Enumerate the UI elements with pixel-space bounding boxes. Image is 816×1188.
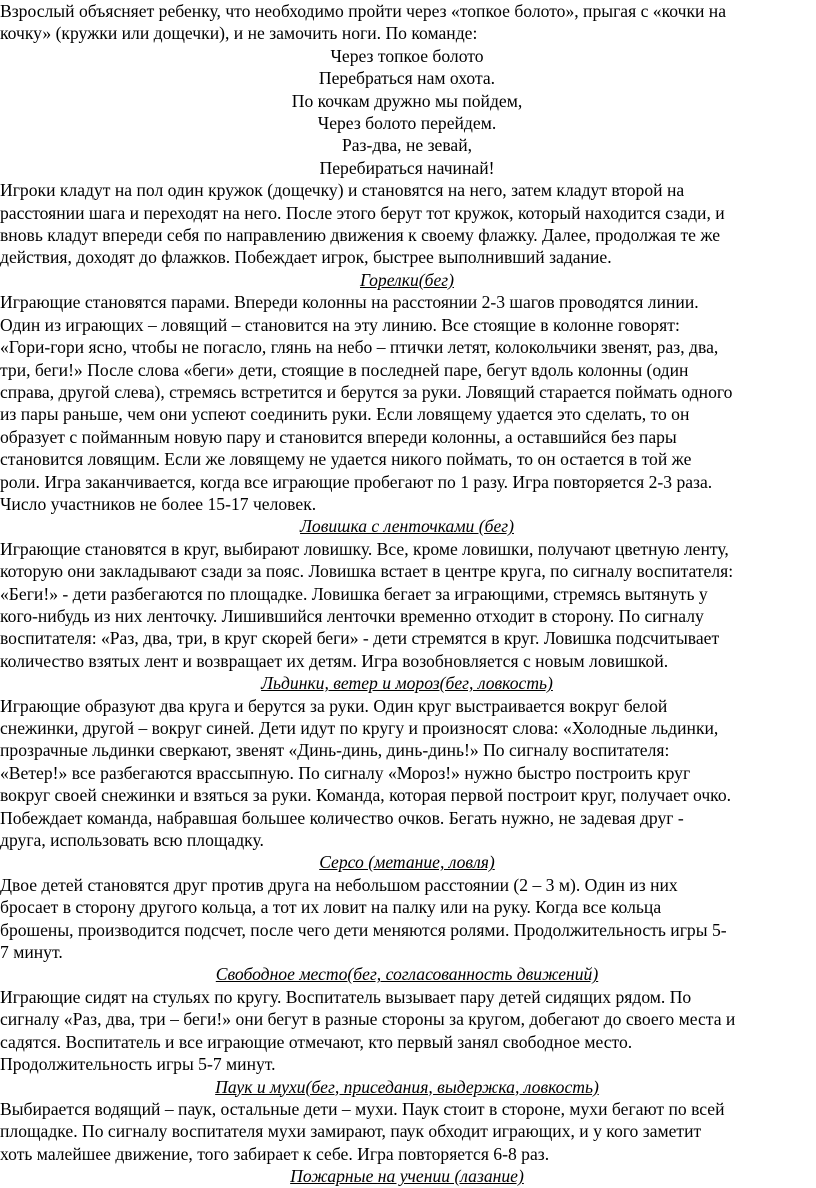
section-line: «Беги!» - дети разбегаются по площадке. Ловишка бегает за играющими, стремясь вытянуть у [0, 583, 708, 604]
rules-line: действия, доходят до флажков. Побеждает игрок, быстрее выполнивший задание. [0, 247, 612, 268]
section-paragraph [0, 986, 814, 1076]
section-line: вокруг своей снежинки и взяться за руки. Команда, которая первой построит круг, получает очко. [0, 785, 732, 806]
intro-paragraph [0, 0, 814, 45]
section-line: Играющие становятся парами. Впереди колонны на расстоянии 2-3 шагов проводятся линии. [0, 292, 699, 313]
section-paragraph [0, 291, 814, 515]
section-paragraph [0, 874, 814, 964]
section-line: справа, другой слева), стремясь встретится и берутся за руки. Ловящий старается поймать одного [0, 381, 733, 402]
section-line: площадке. По сигналу воспитателя мухи замирают, паук обходит играющих, и у кого заметит [0, 1121, 702, 1142]
section-paragraph [0, 1098, 814, 1165]
section-line: Выбирается водящий – паук, остальные дети – мухи. Паук стоит в стороне, мухи бегают по всей [0, 1098, 725, 1119]
rules-line: расстоянии шага и переходят на него. После этого берут тот кружок, который находится сзади, и [0, 202, 725, 223]
section-line: становится ловящим. Если же ловящему не удается никого поймать, то он остается в той же [0, 449, 692, 470]
rules-line: вновь кладут впереди себя по направлению движения к своему флажку. Далее, продолжая те же [0, 225, 721, 246]
poem [0, 45, 814, 179]
intro-line: Взрослый объясняет ребенку, что необходимо пройти через «топкое болото», прыгая с «кочки на [0, 1, 727, 21]
section-line: «Гори-гори ясно, чтобы не погасло, глянь на небо – птички летят, колокольчики звенят, раз, два, [0, 337, 719, 358]
section-heading: Горелки(бег) [360, 269, 454, 290]
poem-line: Перебираться начинай! [319, 157, 495, 178]
section-line: бросает в сторону другого кольца, а тот их ловит на палку или на руку. Когда все кольца [0, 897, 662, 918]
section-paragraph [0, 695, 814, 852]
section-line: брошены, производится подсчет, после чего дети меняются ролями. Продолжительность игры 5- [0, 919, 727, 940]
poem-line: Через топкое болото [330, 45, 484, 66]
section-line: Играющие образуют два круга и берутся за руки. Один круг выстраивается вокруг белой [0, 695, 668, 716]
rules-line: Игроки кладут на пол один кружок (дощечку) и становятся на него, затем кладут второй на [0, 180, 685, 201]
section-line: 7 минут. [0, 942, 63, 963]
section-line: Двое детей становятся друг против друга на небольшом расстоянии (2 – 3 м). Один из них [0, 874, 678, 895]
game-sections [0, 269, 814, 1188]
section-line: роли. Игра заканчивается, когда все играющие пробегают по 1 разу. Игра повторяется 2-3 раза. [0, 471, 713, 492]
section-line: снежинки, другой – вокруг синей. Дети идут по кругу и произносят слова: «Холодные льдинки, [0, 718, 719, 738]
section-line: прозрачные льдинки сверкают, звенят «Динь-динь, динь-динь!» По сигналу воспитателя: [0, 740, 670, 761]
section-heading: Серсо (метание, ловля) [319, 852, 495, 873]
section-line: друга, использовать всю площадку. [0, 830, 264, 851]
section-heading: Паук и мухи(бег, приседания, выдержка, ловкость) [215, 1076, 599, 1097]
intro-line: кочку» (кружки или дощечки), и не замочить ноги. По команде: [0, 23, 478, 44]
section-paragraph [0, 538, 814, 672]
section-line: количество взятых лент и возвращает их детям. Игра возобновляется с новым ловишкой. [0, 650, 669, 671]
section-line: которую они закладывают сзади за пояс. Ловишка встает в центре круга, по сигналу воспитателя: [0, 561, 734, 582]
section-line: сигналу «Раз, два, три – беги!» они бегут в разные стороны за кругом, добегают до своего места и [0, 1009, 736, 1030]
poem-line: По кочкам дружно мы пойдем, [291, 90, 523, 111]
section-heading: Ловишка с ленточками (бег) [300, 516, 514, 537]
section-line: кого-нибудь из них ленточку. Лишившийся ленточки временно отходит в сторону. По сигналу [0, 605, 704, 626]
section-line: Играющие становятся в круг, выбирают ловишку. Все, кроме ловишки, получают цветную ленту, [0, 538, 729, 559]
section-line: «Ветер!» все разбегаются врассыпную. По сигналу «Мороз!» нужно быстро построить круг [0, 762, 691, 783]
section-line: Число участников не более 15-17 человек. [0, 493, 317, 514]
section-line: Один из играющих – ловящий – становится на эту линию. Все стоящие в колонне говорят: [0, 314, 680, 335]
poem-line: Через болото перейдем. [317, 113, 497, 134]
section-line: садятся. Воспитатель и все играющие отмечают, кто первый занял свободное место. [0, 1031, 633, 1052]
rules-paragraph [0, 179, 814, 269]
section-line: из пары раньше, чем они успеют соединить руки. Если ловящему удается это сделать, то он [0, 404, 690, 425]
section-heading: Свободное место(бег, согласованность движений) [215, 964, 599, 985]
section-line: образует с пойманным новую пару и становится впереди колонны, а оставшийся без пары [0, 426, 677, 447]
section-heading: Пожарные на учении (лазание) [290, 1166, 524, 1187]
section-line: хоть малейшее движение, того забирает к себе. Игра повторяется 6-8 раз. [0, 1143, 550, 1164]
section-line: три, беги!» После слова «беги» дети, стоящие в последней паре, бегут вдоль колонны (один [0, 359, 689, 380]
section-line: Играющие сидят на стульях по кругу. Воспитатель вызывает пару детей сидящих рядом. По [0, 986, 692, 1007]
poem-line: Раз-два, не зевай, [341, 135, 473, 156]
section-line: воспитателя: «Раз, два, три, в круг скорей беги» - дети стремятся в круг. Ловишка подсчитывает [0, 628, 720, 649]
poem-line: Перебраться нам охота. [318, 68, 496, 89]
section-heading: Льдинки, ветер и мороз(бег, ловкость) [261, 673, 553, 694]
section-line: Продолжительность игры 5-7 минут. [0, 1054, 276, 1075]
section-line: Побеждает команда, набравшая большее количество очков. Бегать нужно, не задевая друг - [0, 807, 684, 828]
